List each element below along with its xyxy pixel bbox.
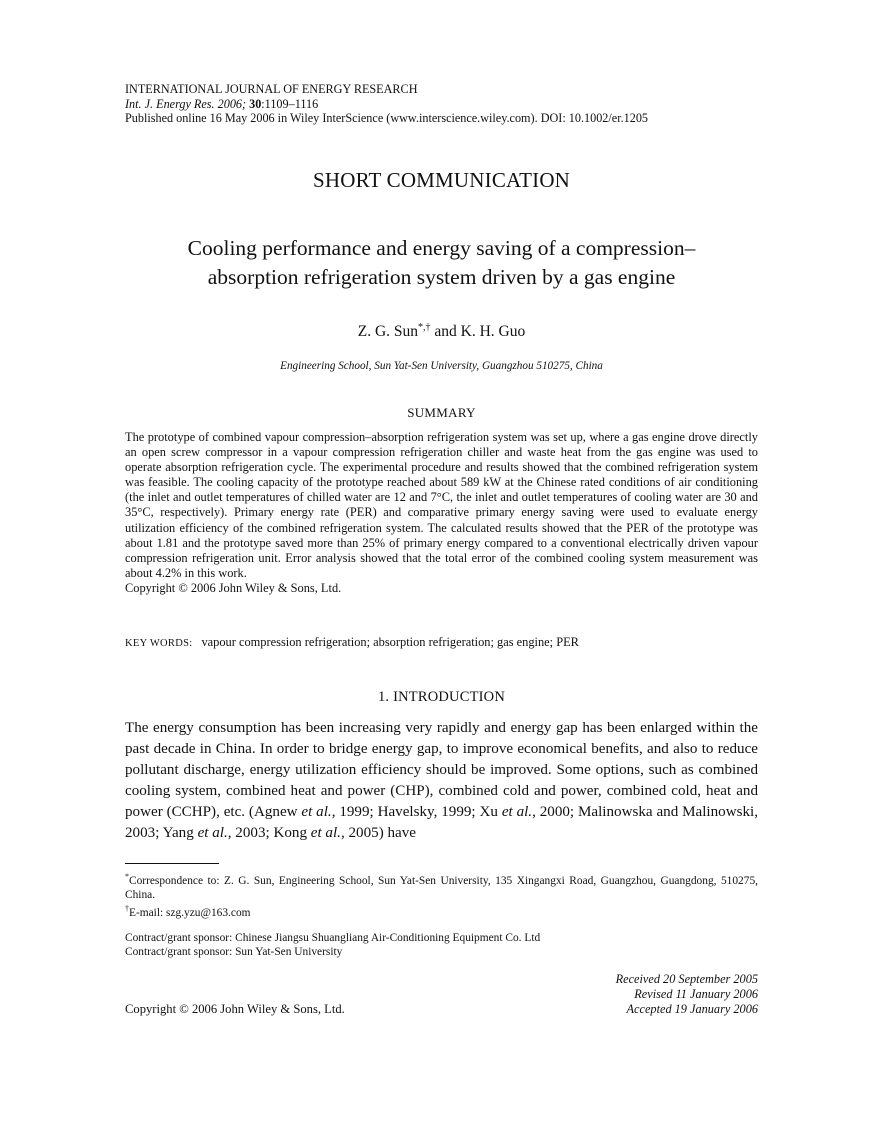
summary-copyright: Copyright © 2006 John Wiley & Sons, Ltd.	[125, 580, 342, 595]
intro-text-b: , 1999; Havelsky, 1999; Xu	[331, 803, 502, 820]
citation-line	[125, 97, 758, 112]
citation-year: 2006;	[217, 96, 247, 111]
affiliation: Engineering School, Sun Yat-Sen University, Guangzhou 510275, China	[280, 360, 603, 372]
citation-volume: 30	[249, 96, 262, 111]
intro-text-a: The energy consumption has been increasing very rapidly and energy gap has been enlarged within the past decade in China. In order to bridge energy gap, to improve economical benefits, and also to reduce pollutant discharge, energy utilization efficiency should be improved. Some options, such as combined cooling system, combined heat and power (CHP), combined cold and power, combined cold, heat and power (CCHP), etc. (Agnew	[125, 720, 758, 820]
summary-heading: SUMMARY	[407, 405, 476, 420]
keywords-label: KEY WORDS:	[125, 638, 193, 649]
paper-title	[125, 234, 758, 292]
citation-journal: Int. J. Energy Res.	[125, 96, 215, 111]
journal-name: INTERNATIONAL JOURNAL OF ENERGY RESEARCH	[125, 82, 418, 96]
intro-text-d: , 2003; Kong	[227, 824, 311, 841]
footer-copyright: Copyright © 2006 John Wiley & Sons, Ltd.	[125, 1002, 345, 1016]
summary-body	[125, 430, 758, 596]
intro-text-c: , 2000; Malinowska and Malinowski, 2003; Yang	[125, 803, 759, 841]
section-type: SHORT COMMUNICATION	[312, 168, 571, 192]
title-line-1: Cooling performance and energy saving of a compression–	[187, 236, 696, 260]
et-al: et al.	[501, 803, 533, 820]
received-dates	[616, 972, 758, 1017]
intro-text-e: , 2005) have	[340, 824, 416, 841]
keywords-text: vapour compression refrigeration; absorption refrigeration; gas engine; PER	[201, 635, 579, 649]
authors-and: and	[434, 323, 457, 341]
authors	[125, 322, 758, 341]
summary-text: The prototype of combined vapour compression–absorption refrigeration system was set up, where a gas engine drove directly an open screw compressor in a vapour compression refrigeration chiller and waste heat from the gas engine was used to operate absorption refrigeration cycle. The experimental procedure and results showed that the combined refrigeration system was feasible. The cooling capacity of the prototype reached about 589 kW at the Chinese rated conditions of air conditioning (the inlet and outlet temperatures of chilled water are 12 and 7°C, the inlet and outlet temperatures of cooling water are 30 and 35°C, respectively). Primary energy rate (PER) and comparative primary energy saving were used to evaluate energy utilization efficiency of the combined refrigeration system. The calculated results showed that the PER of the prototype was about 1.81 and the prototype saved more than 25% of primary energy compared to a conventional electrically driven vapour compression refrigeration unit. Error analysis showed that the total error of the combined cooling system measurement was about 4.2% in this work.	[125, 430, 758, 580]
title-line-2: absorption refrigeration system driven by a gas engine	[207, 265, 676, 289]
email-footnote	[125, 902, 758, 920]
email-text: E-mail: szg.yzu@163.com	[129, 906, 251, 919]
footnote-rule	[125, 863, 219, 864]
introduction-heading: 1. INTRODUCTION	[377, 689, 506, 705]
introduction-body	[125, 718, 758, 843]
author-2: K. H. Guo	[460, 323, 526, 341]
et-al: et al.	[310, 824, 341, 841]
correspondence-footnote	[125, 870, 758, 902]
journal-header	[125, 82, 758, 126]
author-1-marks: *,†	[418, 322, 431, 333]
revised-date: Revised 11 January 2006	[634, 987, 758, 1001]
et-al: et al.	[197, 824, 228, 841]
correspondence-text: Correspondence to: Z. G. Sun, Engineering School, Sun Yat-Sen University, 135 Xingangxi Road, Guangzhou, Guangdong, 510275, China.	[125, 874, 758, 901]
email-mark: †	[125, 903, 129, 913]
author-1: Z. G. Sun	[357, 323, 419, 341]
accepted-date: Accepted 19 January 2006	[626, 1002, 758, 1016]
sponsor-2: Contract/grant sponsor: Sun Yat-Sen University	[125, 945, 343, 958]
introduction-paragraph	[125, 718, 758, 843]
et-al: et al.	[301, 803, 332, 820]
published-line: Published online 16 May 2006 in Wiley InterScience (www.interscience.wiley.com). DOI: 10.1002/er.1205	[125, 111, 649, 125]
citation-pages: :1109–1116	[261, 96, 319, 111]
paper-page	[125, 82, 759, 1016]
footnotes	[125, 870, 758, 959]
keywords	[125, 635, 758, 650]
received-date: Received 20 September 2005	[615, 972, 758, 986]
correspondence-mark: *	[125, 872, 129, 881]
sponsor-1: Contract/grant sponsor: Chinese Jiangsu Shuangliang Air-Conditioning Equipment Co. Ltd	[125, 931, 541, 944]
